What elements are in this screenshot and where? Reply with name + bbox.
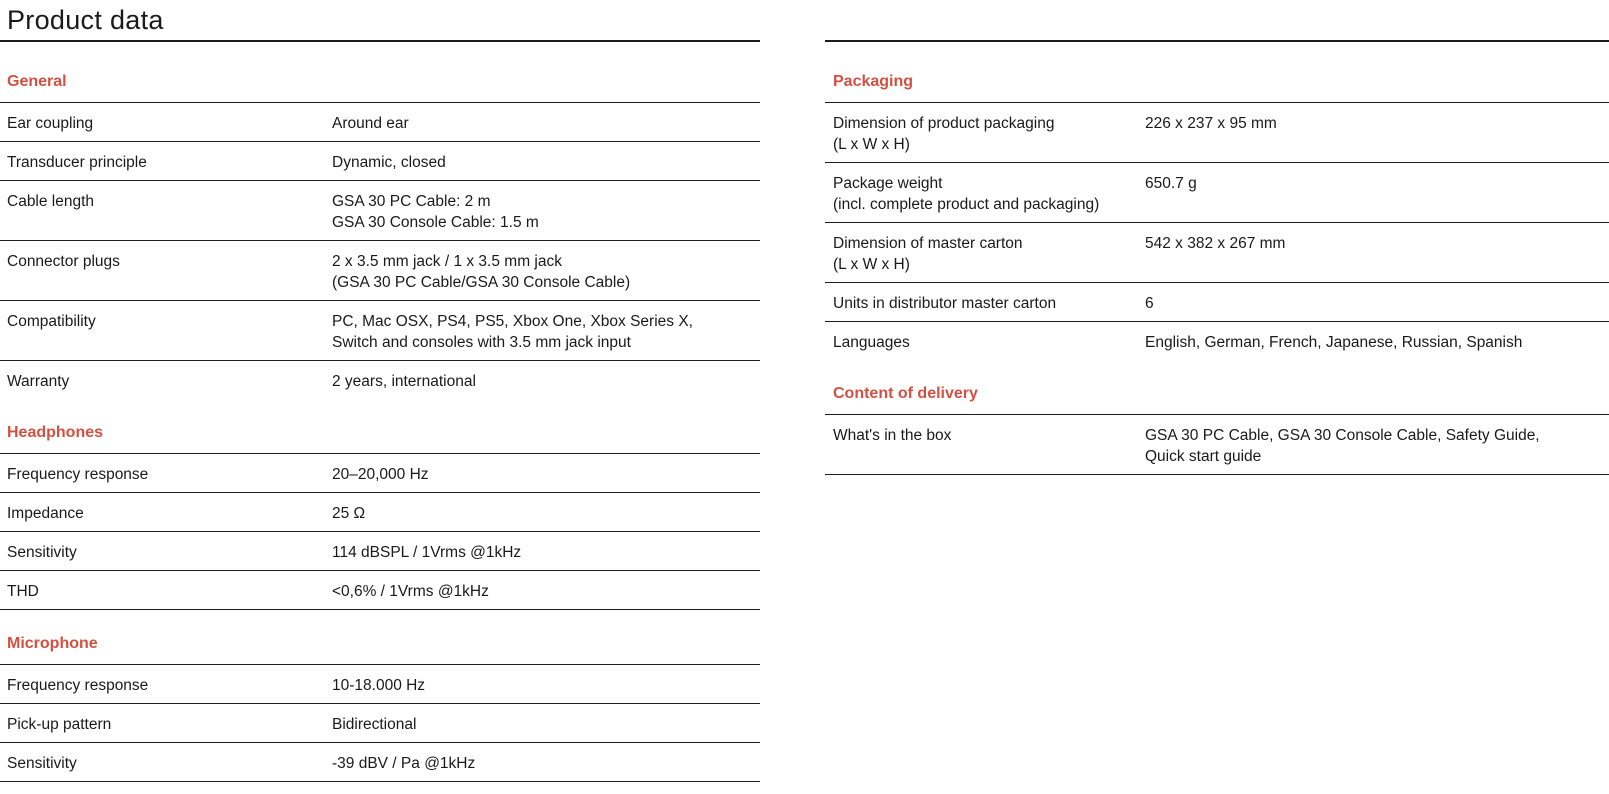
- spec-value: 226 x 237 x 95 mm: [1145, 115, 1277, 132]
- right-column: [825, 0, 1609, 475]
- spec-label: Cable length: [7, 193, 95, 210]
- table-row: [0, 301, 760, 361]
- spec-value: 542 x 382 x 267 mm: [1145, 235, 1286, 252]
- spec-label: Dimension of master carton (L x W x H): [833, 235, 1023, 273]
- spec-value: PC, Mac OSX, PS4, PS5, Xbox One, Xbox Series X, Switch and consoles with 3.5 mm jack input: [332, 313, 693, 351]
- table-row: [825, 322, 1609, 360]
- spec-value: 2 years, international: [332, 373, 476, 390]
- spec-label: Pick-up pattern: [7, 716, 112, 733]
- section-title-content-of-delivery: Content of delivery: [825, 360, 1609, 415]
- spec-label: Ear coupling: [7, 115, 94, 132]
- section-headphones: [0, 399, 760, 610]
- table-row: [0, 142, 760, 181]
- table-row: [0, 493, 760, 532]
- table-row: [0, 704, 760, 743]
- spec-label: Sensitivity: [7, 755, 77, 772]
- table-row: [825, 163, 1609, 223]
- table-row: [0, 103, 760, 142]
- spec-value: Around ear: [332, 115, 409, 132]
- spec-label: What's in the box: [833, 427, 952, 444]
- spec-label: Package weight (incl. complete product and packaging): [833, 175, 1100, 213]
- table-row: [0, 743, 760, 782]
- section-title-packaging: Packaging: [825, 42, 1609, 103]
- spec-label: Transducer principle: [7, 154, 147, 171]
- table-row: [0, 665, 760, 704]
- spec-value: 650.7 g: [1145, 175, 1197, 192]
- spec-label: Dimension of product packaging (L x W x H): [833, 115, 1055, 153]
- spec-value: 6: [1145, 295, 1154, 312]
- section-title-headphones: Headphones: [0, 399, 760, 454]
- spec-value: 20–20,000 Hz: [332, 466, 429, 483]
- section-general: [0, 42, 760, 399]
- spec-value: GSA 30 PC Cable: 2 m GSA 30 Console Cable: 1.5 m: [332, 193, 539, 231]
- spec-value: 10-18.000 Hz: [332, 677, 426, 694]
- spec-label: Warranty: [7, 373, 70, 390]
- table-row: [0, 454, 760, 493]
- left-column: [0, 0, 760, 782]
- spec-label: Connector plugs: [7, 253, 120, 270]
- spec-value: English, German, French, Japanese, Russian, Spanish: [1145, 334, 1523, 351]
- spec-value: Bidirectional: [332, 716, 417, 733]
- section-microphone: [0, 610, 760, 782]
- spec-label: Frequency response: [7, 677, 149, 694]
- spec-label: Compatibility: [7, 313, 96, 330]
- spec-value: 2 x 3.5 mm jack / 1 x 3.5 mm jack (GSA 30 PC Cable/GSA 30 Console Cable): [332, 253, 631, 291]
- section-title-general: General: [0, 42, 760, 103]
- spec-value: 25 Ω: [332, 505, 366, 522]
- section-packaging: [825, 42, 1609, 360]
- spec-value: 114 dBSPL / 1Vrms @1kHz: [332, 544, 522, 561]
- table-row: [0, 241, 760, 301]
- spec-label: Units in distributor master carton: [833, 295, 1057, 312]
- spec-label: Sensitivity: [7, 544, 77, 561]
- spec-label: Frequency response: [7, 466, 149, 483]
- table-row: [825, 223, 1609, 283]
- top-rule: [825, 0, 1609, 42]
- spec-value: -39 dBV / Pa @1kHz: [332, 755, 476, 772]
- section-title-microphone: Microphone: [0, 610, 760, 665]
- table-row: [0, 361, 760, 399]
- spec-label: Languages: [833, 334, 910, 351]
- table-row: [0, 571, 760, 610]
- table-row: [825, 103, 1609, 163]
- spec-value: GSA 30 PC Cable, GSA 30 Console Cable, Safety Guide, Quick start guide: [1145, 427, 1540, 465]
- table-row: [825, 415, 1609, 475]
- spec-value: <0,6% / 1Vrms @1kHz: [332, 583, 489, 600]
- table-row: [0, 532, 760, 571]
- table-row: [825, 283, 1609, 322]
- spec-label: THD: [7, 583, 39, 600]
- spec-value: Dynamic, closed: [332, 154, 446, 171]
- section-content-of-delivery: [825, 360, 1609, 475]
- spec-label: Impedance: [7, 505, 84, 522]
- page-title: Product data: [0, 0, 760, 42]
- table-row: [0, 181, 760, 241]
